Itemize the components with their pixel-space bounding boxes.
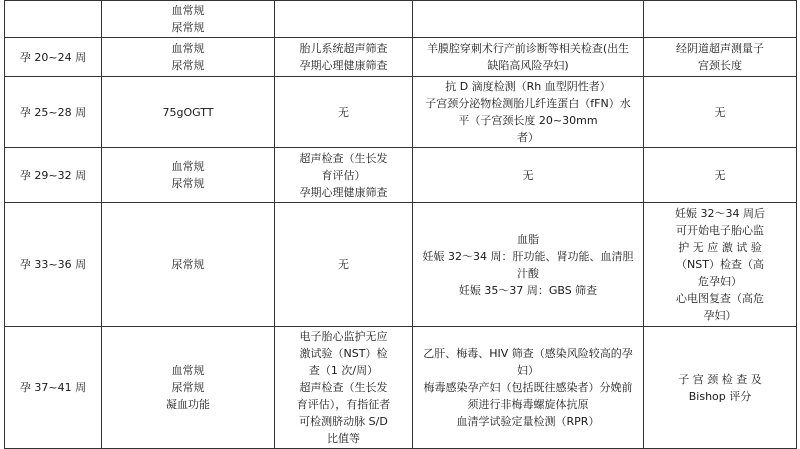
cell-text-line: 育评估） [321, 168, 366, 182]
cell-text-line: 孕妇） [703, 309, 737, 322]
special-tests-cell [413, 203, 644, 327]
cell-text-line: 凝血功能 [166, 398, 210, 411]
special-tests-cell [413, 327, 644, 449]
cell-text-line: 无 [714, 168, 726, 182]
routine-tests-cell [102, 203, 275, 327]
cell-text-line: Bishop 评分 [688, 389, 752, 403]
cell-text-line: 胎儿系统超声筛查 [299, 42, 388, 55]
cell-text-line: 尿常规 [171, 258, 205, 271]
cell-text-line: 乙肝、梅毒、HIV 筛查（感染风险较高的孕 [423, 347, 633, 360]
gestational-week-cell: 孕 25~28 周 [5, 77, 102, 148]
cell-text-line: 育评估），有指征者 [296, 398, 391, 411]
cell-text-line: 孕期心理健康筛查 [299, 59, 388, 72]
cell-text-line: 血常规 [171, 364, 205, 377]
cell-text-line: 尿常规 [171, 21, 205, 34]
ultrasound-screening-cell [275, 38, 413, 77]
special-tests-cell [413, 77, 644, 148]
cell-text-line: 妊娠 35～37 周：GBS 筛查 [458, 283, 598, 297]
cell-text-line: （NST）检查（高 [676, 258, 764, 271]
table-row [5, 38, 797, 77]
cell-text-line: 护 无 应 激 试 验 [678, 241, 762, 254]
ultrasound-screening-cell [275, 1, 413, 38]
cell-text-line: 可检测脐动脉 S/D [299, 415, 388, 428]
cell-text-line: 75gOGTT [162, 105, 214, 119]
routine-tests-cell [102, 38, 275, 77]
cell-text-line: 妊娠 32～34 周：肝功能、肾功能、血清胆 [422, 249, 634, 263]
cell-text-line: 子 宫 颈 检 查 及 [678, 372, 762, 386]
additional-tests-cell [644, 327, 797, 449]
routine-tests-cell [102, 77, 275, 148]
cell-text-line: 血清学试验定量检测（RPR） [456, 415, 600, 428]
special-tests-cell [413, 148, 644, 203]
gestational-week-cell: 孕 29~32 周 [5, 148, 102, 203]
additional-tests-cell [644, 1, 797, 38]
gestational-week-cell: 孕 20~24 周 [5, 38, 102, 77]
cell-text-line: 血常规 [171, 160, 205, 173]
cell-text-line: 须进行非梅毒螺旋体抗原 [467, 398, 589, 411]
prenatal-checkup-table [4, 0, 797, 449]
table-row [5, 203, 797, 327]
cell-text-line: 尿常规 [171, 59, 205, 72]
cell-text-line: 超声检查（生长发 [299, 151, 388, 165]
additional-tests-cell [644, 148, 797, 203]
cell-text-line: 比值等 [327, 432, 360, 445]
cell-text-line: 血常规 [171, 4, 205, 17]
cell-text-line: 血脂 [517, 232, 539, 246]
cell-text-line: 抗 D 滴度检测（Rh 血型阴性者） [445, 80, 611, 93]
cell-text-line: 平（子宫颈长度 20~30mm [458, 114, 598, 127]
cell-text-line: 羊膜腔穿刺术行产前诊断等相关检查(出生 [426, 42, 630, 55]
cell-text-line: 梅毒感染孕产妇（包括既往感染者）分娩前 [423, 381, 633, 394]
routine-tests-cell [102, 327, 275, 449]
special-tests-cell [413, 1, 644, 38]
cell-text-line: 无 [522, 168, 534, 182]
cell-text-line: 尿常规 [171, 177, 205, 190]
cell-text-line: 激试验（NST）检 [299, 347, 388, 360]
cell-text-line: 危孕妇） [698, 275, 742, 288]
table-row [5, 77, 797, 148]
cell-text-line: 无 [338, 258, 349, 271]
cell-text-line: 可开始电子胎心监 [676, 224, 764, 237]
cell-text-line: 孕期心理健康筛查 [299, 185, 388, 199]
ultrasound-screening-cell [275, 148, 413, 203]
cell-text-line: 者） [517, 131, 539, 144]
special-tests-cell [413, 38, 644, 77]
cell-text-line: 无 [714, 105, 726, 119]
cell-text-line: 电子胎心监护无应 [299, 330, 388, 343]
cell-text-line: 心电图复查（高危 [676, 292, 764, 305]
cell-text-line: 汁酸 [517, 266, 539, 280]
cell-text-line: 血常规 [171, 42, 205, 55]
cell-text-line: 无 [338, 105, 349, 119]
additional-tests-cell [644, 38, 797, 77]
ultrasound-screening-cell [275, 203, 413, 327]
cell-text-line: 缺陷高风险孕妇) [487, 59, 569, 72]
cell-text-line: 超声检查（生长发 [299, 381, 388, 394]
routine-tests-cell [102, 1, 275, 38]
gestational-week-cell: 孕 33~36 周 [5, 203, 102, 327]
cell-text-line: 经阴道超声测量子 [676, 42, 764, 55]
gestational-week-cell: 孕 37~41 周 [5, 327, 102, 449]
table-body [5, 1, 797, 449]
ultrasound-screening-cell [275, 327, 413, 449]
gestational-week-cell [5, 1, 102, 38]
routine-tests-cell [102, 148, 275, 203]
cell-text-line: 尿常规 [171, 381, 205, 394]
ultrasound-screening-cell [275, 77, 413, 148]
table-row [5, 148, 797, 203]
additional-tests-cell [644, 77, 797, 148]
cell-text-line: 妇） [517, 364, 539, 377]
cell-text-line: 子宫颈分泌物检测胎儿纤连蛋白（fFN）水 [425, 97, 631, 110]
cell-text-line: 查（1 次/周） [308, 364, 379, 377]
table-row [5, 1, 797, 38]
cell-text-line: 宫颈长度 [698, 59, 742, 72]
additional-tests-cell [644, 203, 797, 327]
cell-text-line: 妊娠 32～34 周后 [675, 207, 765, 220]
table-row [5, 327, 797, 449]
